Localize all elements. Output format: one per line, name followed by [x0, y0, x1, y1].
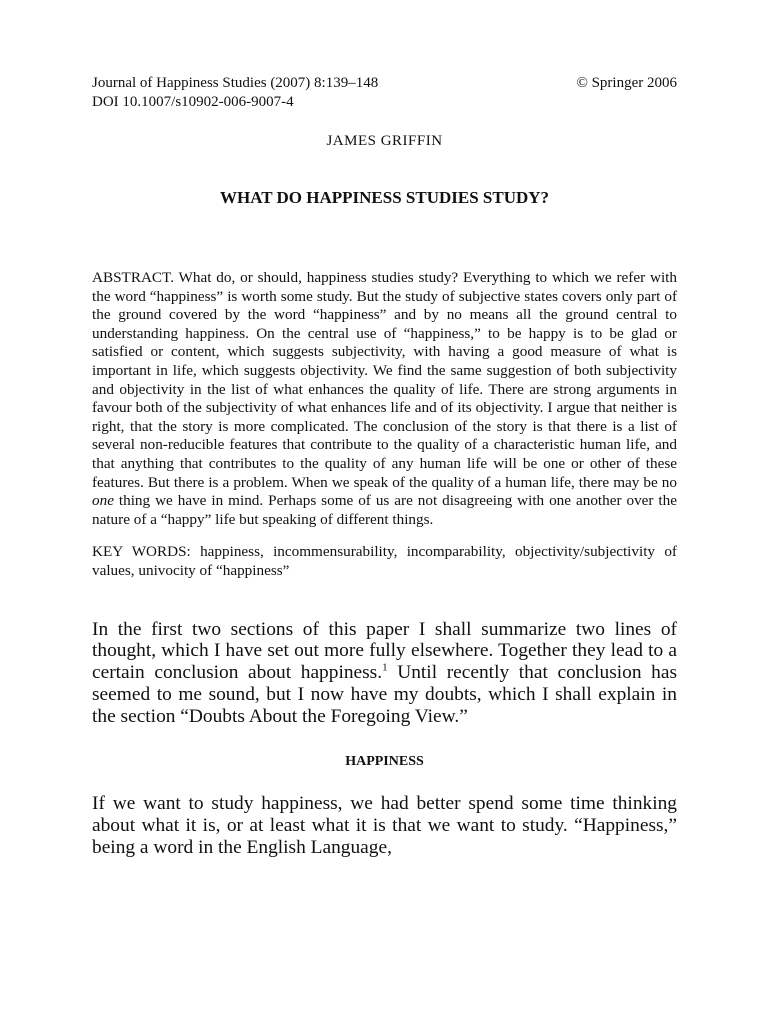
intro-paragraph	[92, 619, 677, 728]
doi-line: DOI 10.1007/s10902-006-9007-4	[92, 94, 294, 110]
footnote-reference[interactable]: 1	[382, 661, 388, 674]
article-page	[92, 74, 677, 859]
journal-citation: Journal of Happiness Studies (2007) 8:139–148	[92, 75, 379, 91]
copyright-notice: © Springer 2006	[576, 75, 677, 91]
section-heading: HAPPINESS	[345, 754, 424, 770]
running-header	[92, 74, 677, 93]
section-paragraph: If we want to study happiness, we had better spend some time thinking about what it is, or at least what it is that we want to study. “Happiness,” being a word in the English Language,	[92, 793, 677, 859]
author-name: JAMES GRIFFIN	[326, 133, 443, 149]
intro-text-part2: Until recently that conclusion has seemed to me sound, but I now have my doubts, which I shall explain in the section “Doubts About the Foregoing View.”	[92, 662, 677, 727]
abstract-paragraph	[92, 269, 677, 529]
abstract-text-part1: ABSTRACT. What do, or should, happiness studies study? Everything to which we refer with the word “happiness” is worth some study. But the study of subjective states covers only part of the ground covered by the word “happiness” and by no means all the ground central to understanding happiness. On the central use of “happiness,” to be happy is to be glad or satisfied or content, which suggests subjectivity, with having a good measure of what is important in life, which suggests objectivity. We find the same suggestion of both subjectivity and objectivity in the list of what enhances the quality of life. There are strong arguments in favour both of the subjectivity of what enhances life and of its objectivity. I argue that neither is right, that the story is more complicated. The conclusion of the story is that there is a list of several non-reducible features that contribute to the quality of a characteristic human life, and that anything that contributes to the quality of any human life will be one or other of these features. But there is a problem. When we speak of the quality of a human life, there may be no	[92, 269, 677, 491]
intro-text-part1: In the first two sections of this paper I shall summarize two lines of thought, which I have set out more fully elsewhere. Together they lead to a certain conclusion about happiness.	[92, 618, 677, 684]
keywords-paragraph: KEY WORDS: happiness, incommensurability, incomparability, objectivity/subjectivity of values, univocity of “happiness”	[92, 543, 677, 579]
abstract-emphasis: one	[92, 492, 114, 510]
article-title: WHAT DO HAPPINESS STUDIES STUDY?	[219, 188, 550, 207]
abstract-text-part2: thing we have in mind. Perhaps some of us are not disagreeing with one another over the nature of a “happy” life but speaking of different things.	[92, 492, 677, 528]
